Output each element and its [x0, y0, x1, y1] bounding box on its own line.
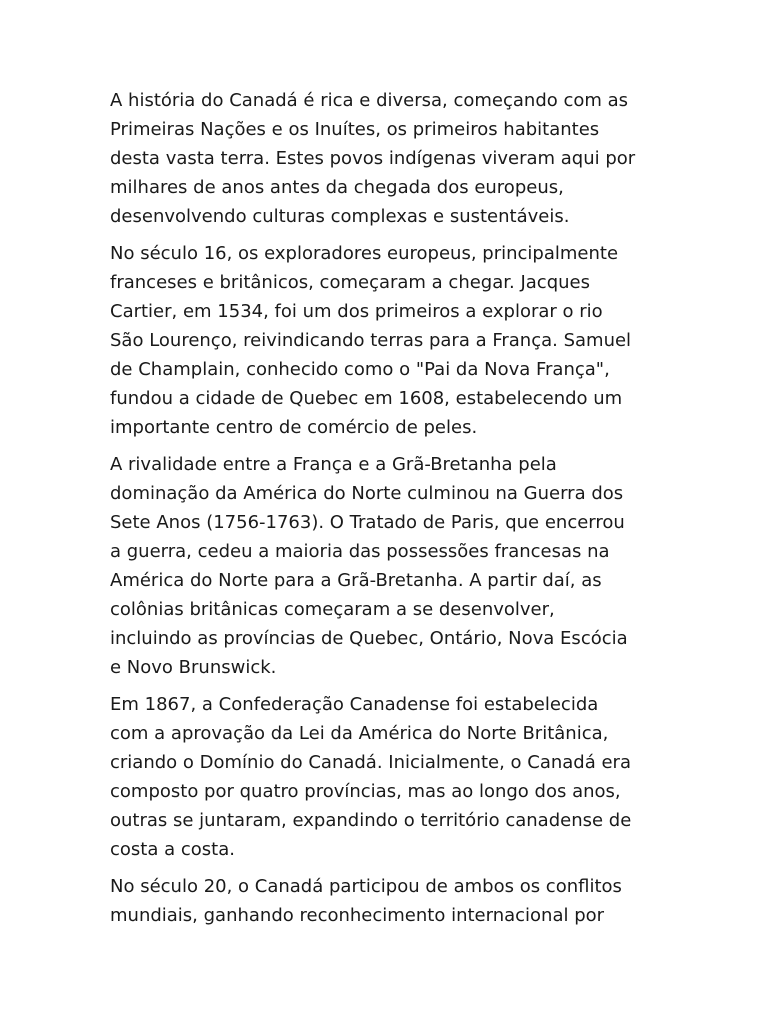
paragraph-line: criando o Domínio do Canadá. Inicialmente, o Canadá era [110, 752, 631, 773]
paragraph-line: No século 16, os exploradores europeus, principalmente [110, 243, 619, 264]
paragraph-line: outras se juntaram, expandindo o território canadense de [110, 810, 632, 831]
paragraph-line: desenvolvendo culturas complexas e sustentáveis. [110, 206, 570, 227]
paragraph-line: costa a costa. [110, 839, 235, 860]
paragraph-line: colônias britânicas começaram a se desenvolver, [110, 599, 555, 620]
paragraph-2 [110, 239, 670, 442]
paragraph-line: incluindo as províncias de Quebec, Ontário, Nova Escócia [110, 628, 628, 649]
paragraph-line: milhares de anos antes da chegada dos europeus, [110, 177, 564, 198]
paragraph-line: a guerra, cedeu a maioria das possessões francesas na [110, 541, 610, 562]
paragraph-line: A rivalidade entre a França e a Grã-Bretanha pela [110, 454, 557, 475]
paragraph-line: dominação da América do Norte culminou na Guerra dos [110, 483, 624, 504]
document-page [110, 86, 670, 938]
paragraph-line: e Novo Brunswick. [110, 657, 277, 678]
paragraph-line: fundou a cidade de Quebec em 1608, estabelecendo um [110, 388, 623, 409]
paragraph-line: com a aprovação da Lei da América do Norte Britânica, [110, 723, 609, 744]
paragraph-line: Sete Anos (1756-1763). O Tratado de Paris, que encerrou [110, 512, 625, 533]
paragraph-line: A história do Canadá é rica e diversa, começando com as [110, 90, 629, 111]
paragraph-line: desta vasta terra. Estes povos indígenas viveram aqui por [110, 148, 636, 169]
paragraph-5 [110, 872, 670, 930]
paragraph-line: São Lourenço, reivindicando terras para a França. Samuel [110, 330, 632, 351]
paragraph-line: No século 20, o Canadá participou de ambos os conflitos [110, 876, 622, 897]
paragraph-line: composto por quatro províncias, mas ao longo dos anos, [110, 781, 621, 802]
paragraph-line: Primeiras Nações e os Inuítes, os primeiros habitantes [110, 119, 600, 140]
paragraph-line: de Champlain, conhecido como o "Pai da Nova França", [110, 359, 610, 380]
paragraph-line: franceses e britânicos, começaram a chegar. Jacques [110, 272, 590, 293]
paragraph-4 [110, 690, 670, 864]
paragraph-1 [110, 86, 670, 231]
paragraph-line: importante centro de comércio de peles. [110, 417, 478, 438]
paragraph-line: América do Norte para a Grã-Bretanha. A partir daí, as [110, 570, 602, 591]
paragraph-line: Em 1867, a Confederação Canadense foi estabelecida [110, 694, 599, 715]
paragraph-3 [110, 450, 670, 682]
paragraph-line: Cartier, em 1534, foi um dos primeiros a explorar o rio [110, 301, 603, 322]
paragraph-line: mundiais, ganhando reconhecimento internacional por [110, 905, 605, 926]
